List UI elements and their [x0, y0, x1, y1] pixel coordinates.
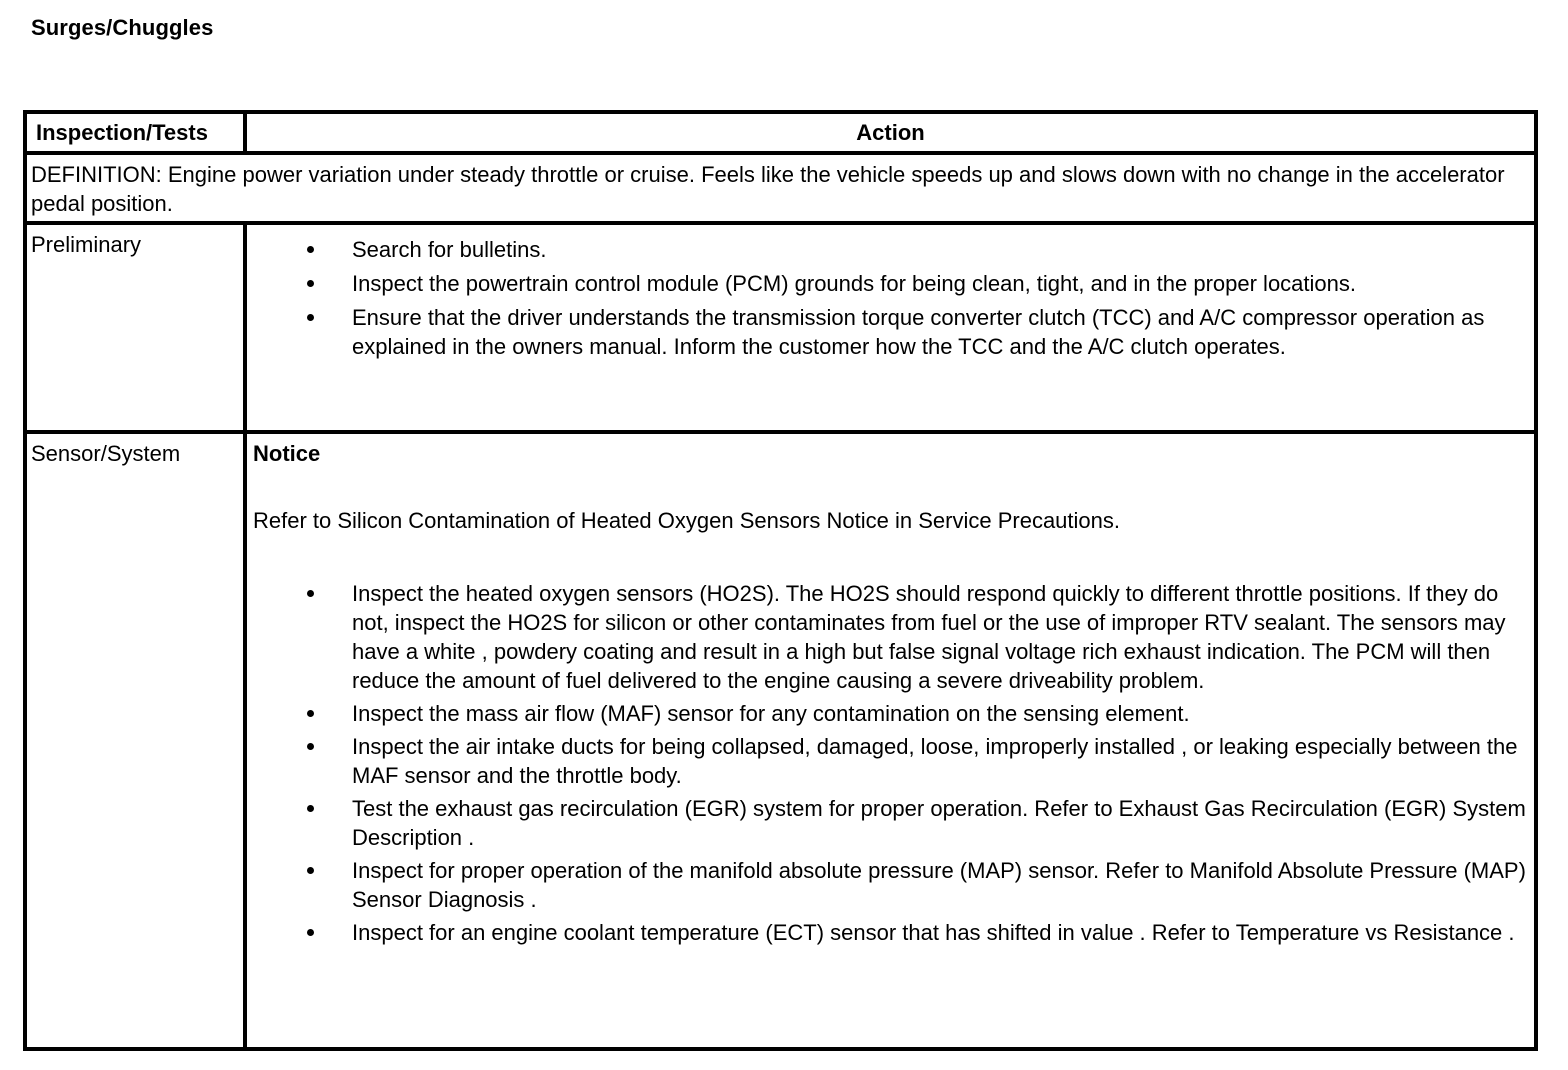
bullet-icon	[307, 590, 314, 597]
sensor-system-list	[352, 579, 1530, 947]
notice-title: Notice	[253, 441, 321, 466]
list-item-text: Inspect for an engine coolant temperature (ECT) sensor that has shifted in value . Refer to Temperature vs Resistance .	[352, 920, 1515, 945]
list-item	[352, 856, 1530, 914]
list-item-text: Inspect for proper operation of the manifold absolute pressure (MAP) sensor. Refer to Manifold Absolute Pressure (MAP) Sensor Diagnosis .	[352, 858, 1526, 912]
list-item-text: Inspect the mass air flow (MAF) sensor for any contamination on the sensing element.	[352, 701, 1190, 726]
list-item-text: Inspect the heated oxygen sensors (HO2S). The HO2S should respond quickly to different throttle positions. If they do not, inspect the HO2S for silicon or other contaminates from fuel or the use of improper RTV sealant. The sensors may have a white , powdery coating and result in a high but false signal voltage rich exhaust indication. The PCM will then reduce the amount of fuel delivered to the engine causing a severe driveability problem.	[352, 581, 1506, 693]
list-item-text: Test the exhaust gas recirculation (EGR) system for proper operation. Refer to Exhaust Gas Recirculation (EGR) System Description .	[352, 796, 1526, 850]
list-item	[352, 918, 1530, 947]
bullet-icon	[307, 867, 314, 874]
header-row-divider	[23, 151, 1538, 155]
bullet-icon	[307, 710, 314, 717]
bullet-icon	[307, 805, 314, 812]
list-item-text: Inspect the powertrain control module (PCM) grounds for being clean, tight, and in the proper locations.	[352, 271, 1356, 296]
preliminary-list	[352, 235, 1522, 361]
list-item	[352, 732, 1530, 790]
list-item	[352, 269, 1522, 298]
bullet-icon	[307, 314, 314, 321]
preliminary-row-divider	[23, 430, 1538, 434]
list-item	[352, 235, 1522, 264]
bullet-icon	[307, 929, 314, 936]
list-item-text: Ensure that the driver understands the transmission torque converter clutch (TCC) and A/C compressor operation as explained in the owners manual. Inform the customer how the TCC and the A/C clutch operates.	[352, 305, 1485, 359]
list-item	[352, 699, 1530, 728]
definition-row-divider	[23, 221, 1538, 225]
list-item	[352, 579, 1530, 695]
bullet-icon	[307, 743, 314, 750]
list-item	[352, 794, 1530, 852]
list-item-text: Search for bulletins.	[352, 237, 547, 262]
header-inspection-tests: Inspection/Tests	[36, 120, 208, 145]
list-item-text: Inspect the air intake ducts for being collapsed, damaged, loose, improperly installed , or leaking especially between the MAF sensor and the throttle body.	[352, 734, 1518, 788]
header-action: Action	[856, 120, 925, 145]
page-title: Surges/Chuggles	[31, 15, 214, 40]
definition-text: DEFINITION: Engine power variation under steady throttle or cruise. Feels like the vehicle speeds up and slows down with no change in the accelerator pedal position.	[31, 162, 1505, 216]
list-item	[352, 303, 1522, 361]
bullet-icon	[307, 246, 314, 253]
bullet-icon	[307, 280, 314, 287]
notice-text: Refer to Silicon Contamination of Heated Oxygen Sensors Notice in Service Precautions.	[253, 508, 1120, 533]
preliminary-label: Preliminary	[31, 232, 142, 257]
body-column-divider	[243, 221, 247, 1051]
sensor-system-label: Sensor/System	[31, 441, 181, 466]
